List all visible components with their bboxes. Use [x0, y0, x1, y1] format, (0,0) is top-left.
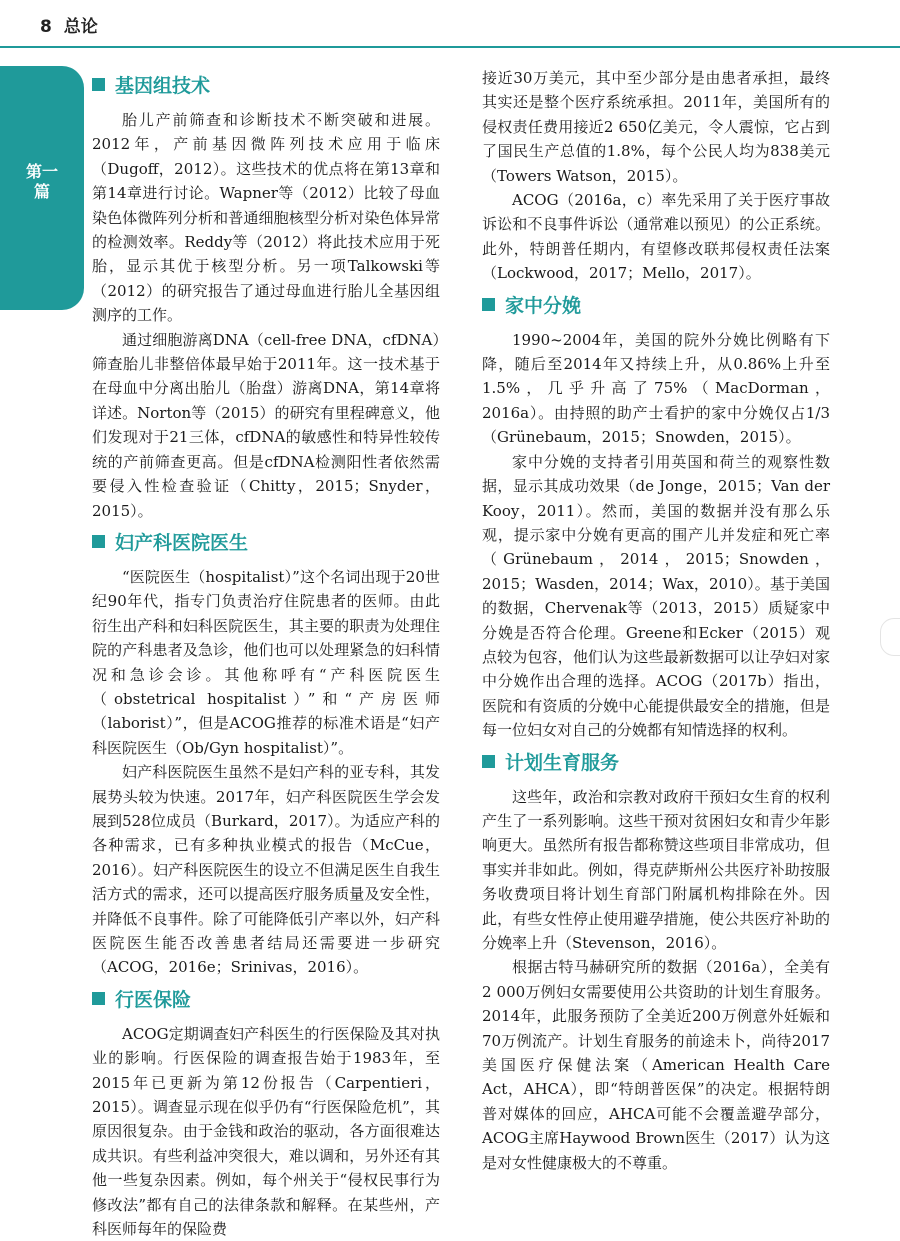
heading-square-icon [482, 298, 495, 311]
body-paragraph: 根据古特马赫研究所的数据（2016a），全美有2 000万例妇女需要使用公共资助的计划生育服务。2014年，此服务预防了全美近200万例意外妊娠和70万例流产。计划生育服务的前途未卜，尚待2017美国医疗保健法案（American Health Care Act，AHCA），即“特朗普医保”的决定。根据特朗普对媒体的回应，AHCA可能不会覆盖避孕部分，ACOG主席Haywood Brown医生（2017）认为这是对女性健康极大的不尊重。 [482, 958, 830, 1172]
section-heading [92, 980, 440, 1022]
body-paragraph: “医院医生（hospitalist）”这个名词出现于20世纪90年代，指专门负责治疗住院患者的医师。由此衍生出产科和妇科医院医生，其主要的职责为处理住院的产科患者及急诊，他们也可以处理紧急的妇科情况和急诊会诊。其他称呼有“产科医院医生（obstetrical hospitalist）”和“产房医师（laborist）”，但是ACOG推荐的标准术语是“妇产科医院医生（Ob/Gyn hospitalist）”。 [92, 567, 440, 757]
section-heading [482, 286, 830, 328]
body-paragraph: 这些年，政治和宗教对政府干预妇女生育的权利产生了一系列影响。这些干预对贫困妇女和青少年影响更大。虽然所有报告都称赞这些项目非常成功，但事实并非如此。例如，得克萨斯州公共医疗补助按服务收费项目将计划生育部门附属机构排除在外。因此，有些女性停止使用避孕措施，使公共医疗补助的分娩率上升（Stevenson，2016）。 [482, 787, 830, 952]
body-paragraph: ACOG定期调查妇产科医生的行医保险及其对执业的影响。行医保险的调查报告始于1983年，至2015年已更新为第12份报告（Carpentieri，2015）。调查显示现在似乎仍有“行医保险危机”，其原因很复杂。由于金钱和政治的驱动，各方面很难达成共识。有些利益冲突很大，难以调和，另外还有其他一些复杂因素。例如，每个州关于“侵权民事行为修改法”都有自己的法律条款和解释。在某些州，产科医师每年的保险费 [92, 1024, 440, 1239]
body-paragraph: 接近30万美元，其中至少部分是由患者承担，最终其实还是整个医疗系统承担。2011年，美国所有的侵权责任费用接近2 650亿美元，令人震惊，它占到了国民生产总值的1.8%，每个公民人均为838美元（Towers Watson，2015）。 [482, 69, 830, 185]
part-tab-label: 第一篇 [25, 162, 58, 201]
heading-square-icon [482, 755, 495, 768]
body-paragraph: 妇产科医院医生虽然不是妇产科的亚专科，其发展势头较为快速。2017年，妇产科医院医生学会发展到528位成员（Burkard，2017）。为适应产科的各种需求，已有多种执业模式的报告（McCue，2016）。妇产科医院医生的设立不但满足医生自我生活方式的需求，还可以提高医疗服务质量及安全性，并降低不良事件。除了可能降低引产率以外，妇产科医院医生能否改善患者结局还需要进一步研究（ACOG，2016e；Srinivas，2016）。 [92, 763, 440, 977]
body-paragraph: 1990~2004年，美国的院外分娩比例略有下降，随后至2014年又持续上升，从0.86%上升至1.5%，几乎升高了75%（MacDorman，2016a）。由持照的助产士看护的家中分娩仅占1/3（Grünebaum，2015；Snowden，2015）。 [482, 330, 830, 447]
body-paragraph: 胎儿产前筛查和诊断技术不断突破和进展。2012年，产前基因微阵列技术应用于临床（Dugoff，2012）。这些技术的优点将在第13章和第14章进行讨论。Wapner等（2012）比较了母血染色体微阵列分析和普通细胞核型分析对染色体异常的检测效率。Reddy等（2012）将此技术应用于死胎，显示其优于核型分析。另一项Talkowski等（2012）的研究报告了通过母血进行胎儿全基因组测序的工作。 [92, 111, 440, 325]
section-heading-text: 家中分娩 [505, 294, 582, 317]
right-column [482, 66, 830, 1175]
section-heading-text: 计划生育服务 [505, 751, 620, 774]
heading-square-icon [92, 535, 105, 548]
part-tab [0, 66, 84, 310]
header-rule [0, 46, 900, 48]
running-header [40, 12, 98, 37]
chapter-title: 总论 [63, 17, 98, 37]
section-heading [92, 523, 440, 565]
heading-square-icon [92, 992, 105, 1005]
body-paragraph: ACOG（2016a，c）率先采用了关于医疗事故诉讼和不良事件诉讼（通常难以预见）的公正系统。此外，特朗普任期内，有望修改联邦侵权责任法案（Lockwood，2017；Mello，2017）。 [482, 191, 830, 283]
left-column [92, 66, 440, 1241]
body-paragraph: 家中分娩的支持者引用英国和荷兰的观察性数据，显示其成功效果（de Jonge，2015；Van der Kooy，2011）。然而，美国的数据并没有那么乐观，提示家中分娩有更高的围产儿并发症和死亡率（Grünebaum，2014，2015；Snowden，2015；Wasden，2014；Wax，2010）。基于美国的数据，Chervenak等（2013，2015）质疑家中分娩是否符合伦理。Greene和Ecker（2015）观点较为包容，他们认为这些最新数据可以让孕妇对家中分娩作出合理的选择。ACOG（2017b）指出，医院和有资质的分娩中心能提供最安全的措施，但是每一位妇女对自己的分娩都有知情选择的权利。 [482, 452, 830, 740]
section-heading-text: 行医保险 [115, 988, 192, 1011]
section-heading [482, 743, 830, 785]
section-heading [92, 66, 440, 108]
page-number: 8 [40, 17, 52, 37]
page-edge-mark [880, 618, 900, 656]
section-heading-text: 基因组技术 [115, 75, 211, 97]
body-paragraph: 通过细胞游离DNA（cell-free DNA，cfDNA）筛查胎儿非整倍体最早始于2011年。这一技术基于在母血中分离出胎儿（胎盘）游离DNA，第14章将详述。Norton等（2015）的研究有里程碑意义，他们发现对于21三体，cfDNA的敏感性和特异性较传统的产前筛查更高。但是cfDNA检测阳性者依然需要侵入性检查验证（Chitty，2015；Snyder，2015）。 [92, 330, 440, 520]
section-heading-text: 妇产科医院医生 [115, 531, 249, 554]
heading-square-icon [92, 78, 105, 91]
